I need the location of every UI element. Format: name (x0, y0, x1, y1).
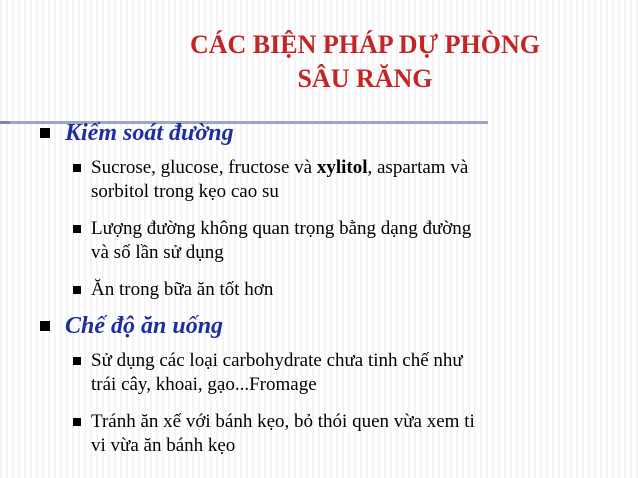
list-item-line: Sử dụng các loại carbohydrate chưa tinh chế như (91, 350, 463, 371)
list-item-line: Tránh ăn xế với bánh kẹo, bỏ thói quen vừa xem ti (91, 411, 475, 432)
square-bullet-icon (40, 128, 50, 138)
list-item-text: Sucrose, glucose, fructose và (91, 157, 317, 178)
section-heading-text: Chế độ ăn uống (65, 313, 224, 339)
list-item (73, 156, 613, 204)
list-item-line: và số lần sử dụng (91, 242, 224, 263)
list-item-line: vi vừa ăn bánh kẹo (91, 435, 236, 456)
section-heading-text: Kiểm soát đường (65, 120, 234, 146)
list-item-line: Lượng đường không quan trọng bằng dạng đường (91, 218, 472, 239)
square-bullet-icon (73, 225, 81, 233)
list-item-line: trái cây, khoai, gạo...Fromage (91, 374, 317, 395)
square-bullet-icon (73, 164, 81, 172)
list-item (73, 217, 613, 265)
list-item-line: sorbitol trong kẹo cao su (91, 181, 279, 202)
list-item (73, 278, 613, 302)
list-item (73, 349, 613, 397)
list-item-text: , aspartam và (367, 157, 469, 178)
square-bullet-icon (73, 286, 81, 294)
square-bullet-icon (40, 321, 50, 331)
list-item-bold-text: xylitol (316, 157, 368, 178)
slide-title-line-2: SÂU RĂNG (297, 64, 433, 93)
title-divider-accent (0, 121, 10, 124)
slide-title-line-1: CÁC BIỆN PHÁP DỰ PHÒNG (189, 30, 541, 59)
square-bullet-icon (73, 418, 81, 426)
slide-title (130, 28, 600, 96)
square-bullet-icon (73, 357, 81, 365)
list-item (73, 410, 613, 458)
list-item-line (91, 156, 613, 180)
list-item-line: Ăn trong bữa ăn tốt hơn (91, 279, 274, 300)
